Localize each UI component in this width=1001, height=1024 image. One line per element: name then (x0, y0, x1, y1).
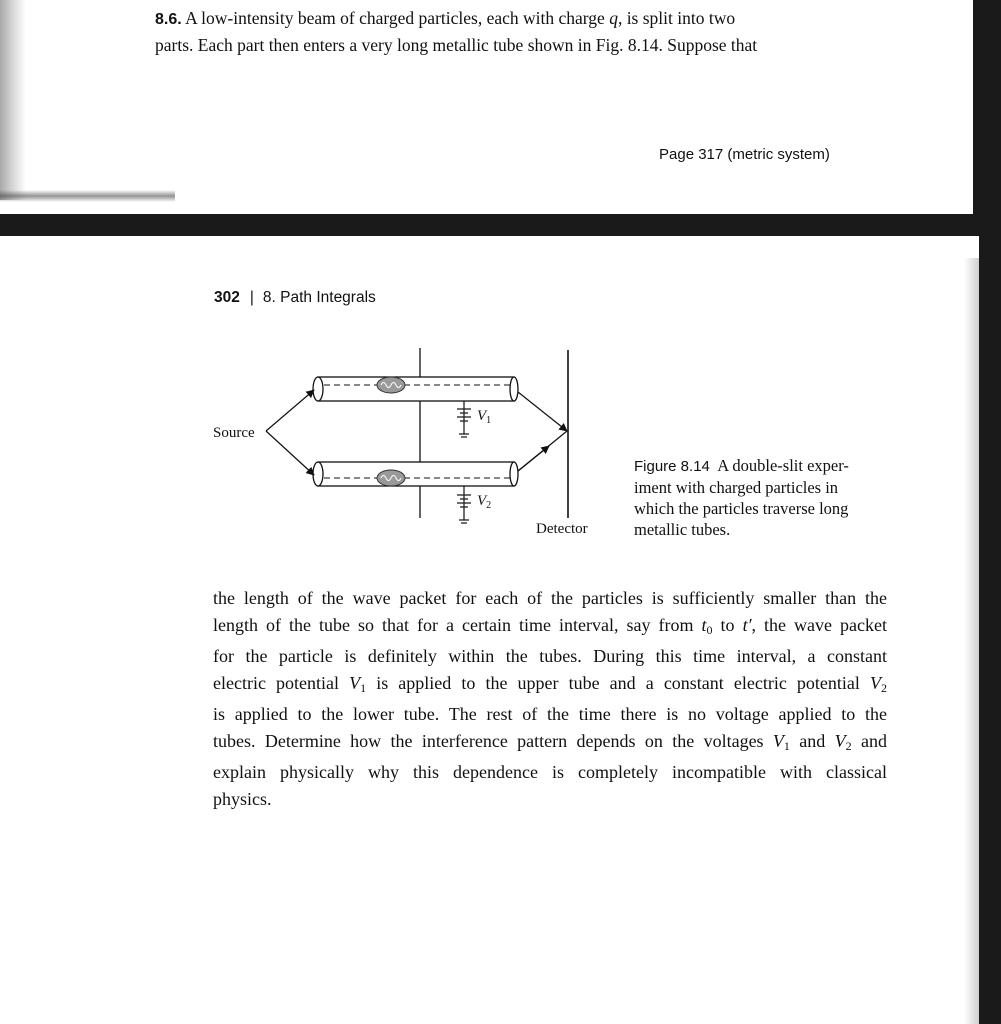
caption-line-4: metallic tubes. (634, 520, 731, 539)
body-line-5: is applied to the lower tube. The rest of the time there is no voltage applied to the (213, 704, 887, 724)
upper-tube (313, 377, 518, 401)
running-head-separator: | (249, 289, 254, 306)
page-number: 302 (214, 289, 240, 306)
page-binding-shadow (0, 0, 26, 200)
v2-label: $V_2$ (477, 493, 492, 511)
lower-wave-packet (377, 470, 405, 486)
page-fold-shadow (0, 190, 175, 202)
chapter-title: 8. Path Integrals (262, 289, 376, 306)
problem-body-text (213, 585, 887, 812)
problem-statement-line-1 (155, 6, 735, 32)
caption-line-1: Figure 8.14 A double-slit exper- (634, 456, 849, 475)
caption-line-2: iment with charged particles in (634, 478, 839, 497)
page-edge-shadow (964, 258, 979, 1024)
page-reference: Page 317 (metric system) (659, 146, 830, 163)
problem-statement-line-2: parts. Each part then enters a very long metallic tube shown in Fig. 8.14. Suppose that (155, 35, 758, 55)
problem-text: A low-intensity beam of charged particles, each with charge (185, 8, 610, 28)
body-line-1: the length of the wave packet for each of the particles is sufficiently smaller than the (213, 588, 887, 608)
figure-label: Figure 8.14 (634, 458, 710, 475)
battery-v1-symbol (457, 401, 471, 437)
source-label: Source (213, 425, 255, 441)
charge-symbol: q (609, 8, 618, 28)
body-line-7: explain physically why this dependence is completely incompatible with classical (213, 762, 887, 782)
body-line-8: physics. (213, 788, 272, 809)
upper-wave-packet (377, 377, 405, 393)
lower-tube (313, 462, 518, 486)
detector-label: Detector (536, 521, 588, 537)
v1-label: $V_1$ (477, 408, 492, 426)
battery-v2-symbol (457, 486, 471, 523)
body-line-2: length of the tube so that for a certain time interval, say from $t_0$ to t′, the wave packet (213, 614, 887, 637)
problem-number: 8.6. (155, 11, 182, 28)
running-head (214, 289, 376, 307)
caption-line-3: which the particles traverse long (634, 499, 849, 518)
body-line-3: for the particle is definitely within the tubes. During this time interval, a constant (213, 646, 887, 666)
tubes-to-detector-paths (518, 392, 567, 471)
body-line-4: electric potential $V_1$ is applied to the upper tube and a constant electric potential $V_2$ (213, 672, 887, 695)
figure-caption (634, 455, 894, 540)
source-to-tubes-paths (266, 390, 314, 475)
body-line-6: tubes. Determine how the interference pattern depends on the voltages $V_1$ and $V_2$ and (213, 730, 887, 753)
double-slit-figure (200, 340, 620, 550)
problem-text-end: , is split into two (617, 8, 736, 28)
